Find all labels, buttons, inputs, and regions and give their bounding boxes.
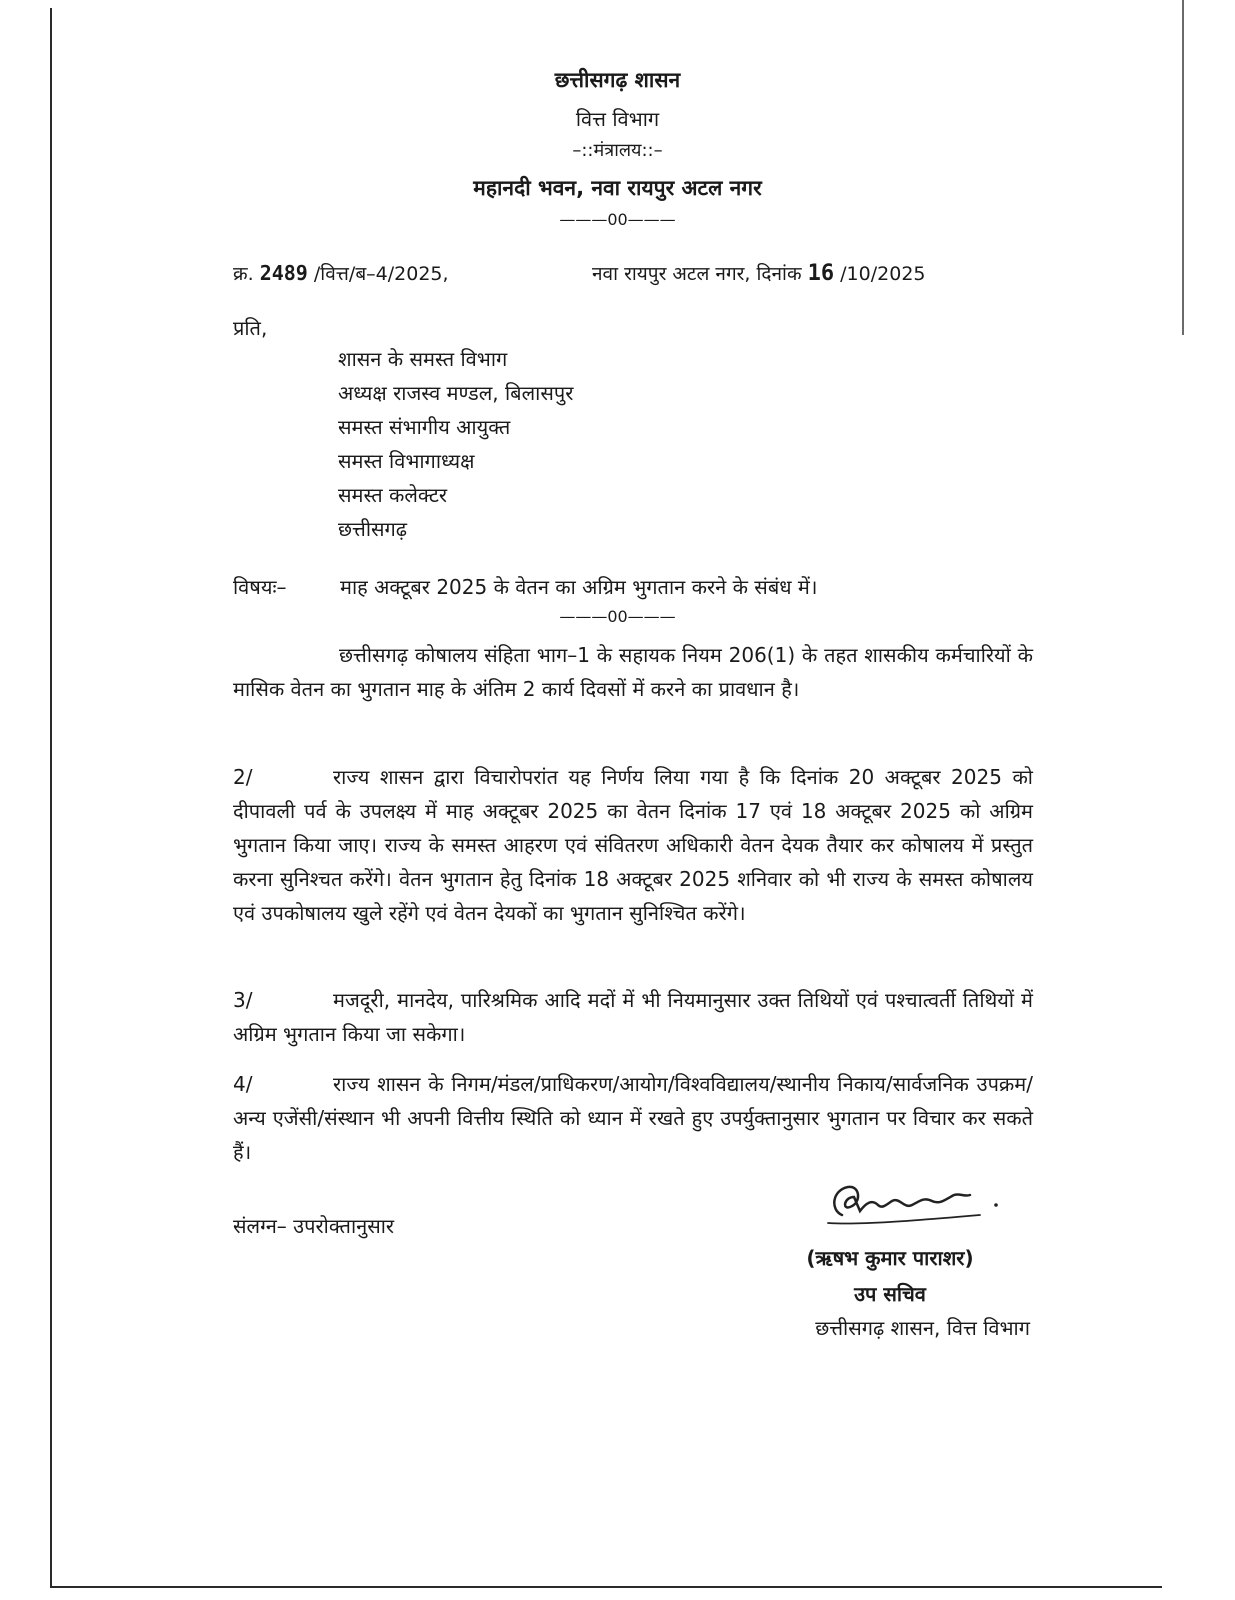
handwritten-signature xyxy=(820,1175,1020,1235)
reference-suffix: /वित्त/ब–4/2025, xyxy=(313,263,449,285)
place-and-date xyxy=(592,260,926,286)
paragraph-3-text: मजदूरी, मानदेय, पारिश्रमिक आदि मदों में भी नियमानुसार उक्त तिथियों एवं पश्चात्वर्ती तिथियों में अग्रिम भुगतान किया जा सकेगा। xyxy=(233,988,1033,1046)
reference-prefix: क्र. xyxy=(233,263,254,285)
government-title: छत्तीसगढ़ शासन xyxy=(554,68,681,92)
paragraph-2 xyxy=(233,760,1033,930)
paragraph-3-number: 3/ xyxy=(233,988,253,1012)
reference-handwritten-number: 2489 xyxy=(259,261,308,285)
recipient-item: शासन के समस्त विभाग xyxy=(338,347,508,371)
recipient-item: छत्तीसगढ़ xyxy=(338,517,408,541)
ministry-title: –::मंत्रालय::– xyxy=(572,140,663,161)
recipient-item: समस्त विभागाध्यक्ष xyxy=(338,449,475,473)
enclosure-note: संलग्न– उपरोक्तानुसार xyxy=(233,1214,395,1238)
office-address: महानदी भवन, नवा रायपुर अटल नगर xyxy=(473,176,762,200)
paragraph-4 xyxy=(233,1067,1033,1169)
recipient-item: समस्त संभागीय आयुक्त xyxy=(338,415,511,439)
date-day: 16 xyxy=(807,261,835,286)
paragraph-4-text: राज्य शासन के निगम/मंडल/प्राधिकरण/आयोग/विश्वविद्यालय/स्थानीय निकाय/सार्वजनिक उपक्रम/अन्य एजेंसी/संस्थान भी अपनी वित्तीय स्थिति को ध्यान में रखते हुए उपर्युक्तानुसार भुगतान पर विचार कर सकते हैं। xyxy=(233,1072,1033,1164)
signatory-designation: उप सचिव xyxy=(854,1282,926,1306)
paragraph-2-text: राज्य शासन द्वारा विचारोपरांत यह निर्णय लिया गया है कि दिनांक 20 अक्टूबर 2025 को दीपावली पर्व के उपलक्ष्य में माह अक्टूबर 2025 का वेतन दिनांक 17 एवं 18 अक्टूबर 2025 को अग्रिम भुगतान किया जाए। राज्य के समस्त आहरण एवं संवितरण अधिकारी वेतन देयक तैयार कर कोषालय में प्रस्तुत करना सुनिश्चत करेंगे। वेतन भुगतान हेतु दिनांक 18 अक्टूबर 2025 शनिवार को भी राज्य के समस्त कोषालय एवं उपकोषालय खुले रहेंगे एवं वेतन देयकों का भुगतान सुनिश्चित करेंगे। xyxy=(233,765,1033,925)
department-title: वित्त विभाग xyxy=(575,107,660,131)
header-separator: ———00——— xyxy=(559,210,676,229)
recipient-item: अध्यक्ष राजस्व मण्डल, बिलासपुर xyxy=(338,381,574,405)
signatory-name: (ऋषभ कुमार पाराशर) xyxy=(806,1246,974,1270)
reference-number xyxy=(233,260,449,286)
paragraph-3 xyxy=(233,983,1033,1051)
paragraph-1-text: छत्तीसगढ़ कोषालय संहिता भाग–1 के सहायक नियम 206(1) के तहत शासकीय कर्मचारियों के मासिक वेतन का भुगतान माह के अंतिम 2 कार्य दिवसों में करने का प्रावधान है। xyxy=(233,643,1033,701)
paragraph-4-number: 4/ xyxy=(233,1072,253,1096)
subject-text: माह अक्टूबर 2025 के वेतन का अग्रिम भुगतान करने के संबंध में। xyxy=(340,575,818,599)
subject-label: विषयः– xyxy=(233,575,287,599)
date-month-year: /10/2025 xyxy=(840,263,926,285)
place-label: नवा रायपुर अटल नगर, दिनांक xyxy=(592,263,802,285)
page-edge xyxy=(1182,0,1184,335)
recipients-label: प्रति, xyxy=(233,316,268,340)
subject-separator: ———00——— xyxy=(559,607,676,626)
signatory-department: छत्तीसगढ़ शासन, वित्त विभाग xyxy=(815,1316,1030,1340)
recipient-item: समस्त कलेक्टर xyxy=(338,483,448,507)
paragraph-2-number: 2/ xyxy=(233,765,253,789)
paragraph-1 xyxy=(233,638,1033,706)
